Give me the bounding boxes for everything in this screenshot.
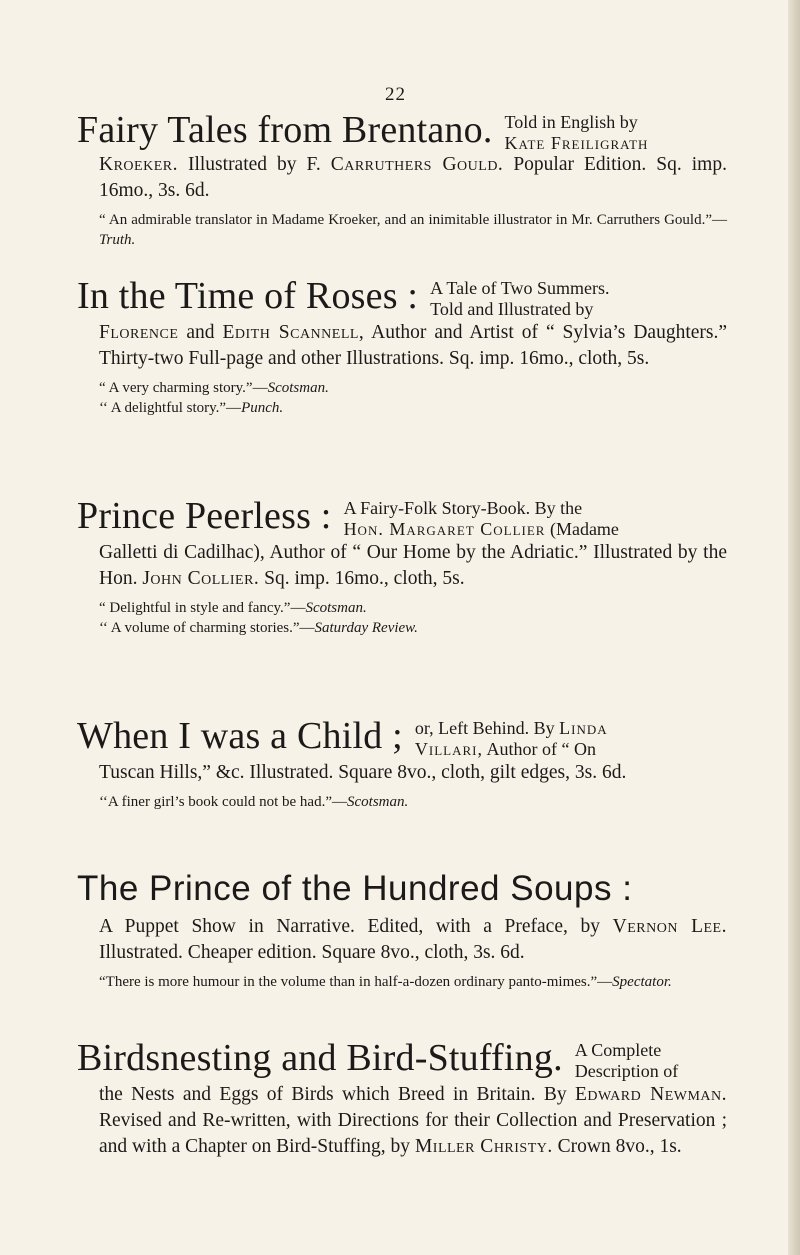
quote-source: Scotsman. [347, 794, 409, 810]
aside-line: Kate Freiligrath [504, 133, 649, 153]
aside-line: Author of “ On [482, 739, 596, 759]
book-entry-prince-peerless [77, 496, 727, 638]
aside-line: Told in English by [504, 112, 638, 132]
desc-text: Illustrated. Cheaper edition. Square 8vo., cloth, 3s. 6d. [99, 942, 525, 963]
book-entry-fairy-tales [77, 110, 727, 250]
book-aside [430, 276, 727, 320]
review-quote [99, 398, 727, 418]
aside-line: Told and Illustrated by [430, 299, 594, 319]
page-edge [788, 0, 800, 1255]
quote-text: “ An admirable translator in Madame Kroeker, and an inimitable illustrator in Mr. Carruthers Gould.”— [99, 212, 727, 228]
book-entry-prince-hundred-soups [77, 868, 727, 992]
desc-text: A Puppet Show in Narrative. Edited, with a Preface, by [99, 916, 613, 937]
illustrator-name: John Collier. [142, 568, 260, 589]
desc-text: Illustrated by F. [177, 154, 331, 175]
book-title: Birdsnesting and Bird-Stuffing. [77, 1037, 563, 1079]
quote-text: ‘‘A finer girl’s book could not be had.”— [99, 794, 347, 810]
desc-text: Sq. imp. 16mo., cloth, 5s. [259, 568, 465, 589]
book-entry-time-of-roses [77, 276, 727, 418]
book-title: Fairy Tales from Brentano. [77, 109, 493, 151]
book-description [99, 914, 727, 966]
author-name: Miller Christy. [414, 1136, 553, 1157]
quote-source: Truth. [99, 232, 136, 248]
book-description [99, 1082, 727, 1160]
desc-text: Crown 8vo., 1s. [552, 1136, 682, 1157]
quote-source: Punch. [241, 400, 284, 416]
book-title: In the Time of Roses : [77, 275, 419, 317]
author-name: Kroeker. [99, 154, 178, 175]
review-quote [99, 792, 727, 812]
book-aside [505, 110, 727, 154]
aside-line: Description of [574, 1061, 679, 1081]
aside-line: (Madame [545, 519, 619, 539]
author-name: Villari, [414, 739, 483, 759]
author-name: Edward Newman. [575, 1084, 727, 1105]
quote-text: “ Delightful in style and fancy.”— [99, 600, 306, 616]
desc-text: Author and Artist of “ Sylvia’s Daughters.” Thirty-two Full-page and other Illustrations. Sq. imp. 16mo., cloth, 5s. [99, 322, 728, 369]
author-name: Edith Scannell, [222, 322, 365, 343]
book-title: The Prince of the Hundred Soups : [77, 869, 633, 908]
quote-text: ‘‘ A delightful story.”— [99, 400, 242, 416]
book-aside [415, 716, 727, 760]
aside-line: or, Left Behind. By [414, 718, 555, 738]
page-number: 22 [385, 84, 406, 105]
quote-source: Saturday Review. [314, 620, 418, 636]
review-quote [99, 210, 727, 250]
author-name: Vernon Lee. [612, 916, 727, 937]
quote-source: Spectator. [612, 974, 672, 990]
book-title: When I was a Child ; [77, 715, 403, 757]
quote-source: Scotsman. [305, 600, 367, 616]
book-description [99, 320, 727, 372]
quote-text: “There is more humour in the volume than in half-a-dozen ordinary panto-mimes.”— [99, 974, 613, 990]
book-description [99, 152, 727, 204]
book-aside [575, 1038, 727, 1082]
review-quote [99, 618, 727, 638]
desc-text: and [178, 322, 223, 343]
quote-text: ‘‘ A volume of charming stories.”— [99, 620, 315, 636]
book-title: Prince Peerless : [77, 495, 332, 537]
desc-text: the Nests and Eggs of Birds which Breed in Britain. By [99, 1084, 575, 1105]
quote-text: “ A very charming story.”— [99, 380, 268, 396]
desc-text: Revised and Re-written, with Directions for their Collection and Preservation ; and with a Chapter on Bird-Stuffing, by [99, 1110, 727, 1157]
book-entry-birdsnesting [77, 1038, 727, 1160]
desc-text: Tuscan Hills,” &c. Illustrated. Square 8vo., cloth, gilt edges, 3s. 6d. [99, 762, 627, 783]
book-aside [344, 496, 727, 540]
aside-line: A Fairy-Folk Story-Book. By the [343, 498, 583, 518]
review-quote [99, 972, 727, 992]
illustrator-name: Carruthers Gould. [330, 154, 504, 175]
desc-text: Galletti di Cadilhac), Author of “ Our Home by the Adriatic.” Illustrated by the Hon. [99, 542, 727, 589]
review-quote [99, 598, 727, 618]
author-name: Linda [559, 718, 608, 738]
quote-source: Scotsman. [267, 380, 329, 396]
book-description [99, 540, 727, 592]
aside-line: A Complete [574, 1040, 662, 1060]
author-name: Florence [99, 322, 179, 343]
review-quote [99, 378, 727, 398]
book-description [99, 760, 727, 786]
desc-text: Popular Edition. Sq. imp. 16mo., 3s. 6d. [99, 154, 727, 201]
aside-line: A Tale of Two Summers. [430, 278, 610, 298]
book-entry-when-i-was-a-child [77, 716, 727, 812]
author-name: Hon. Margaret Collier [343, 519, 546, 539]
